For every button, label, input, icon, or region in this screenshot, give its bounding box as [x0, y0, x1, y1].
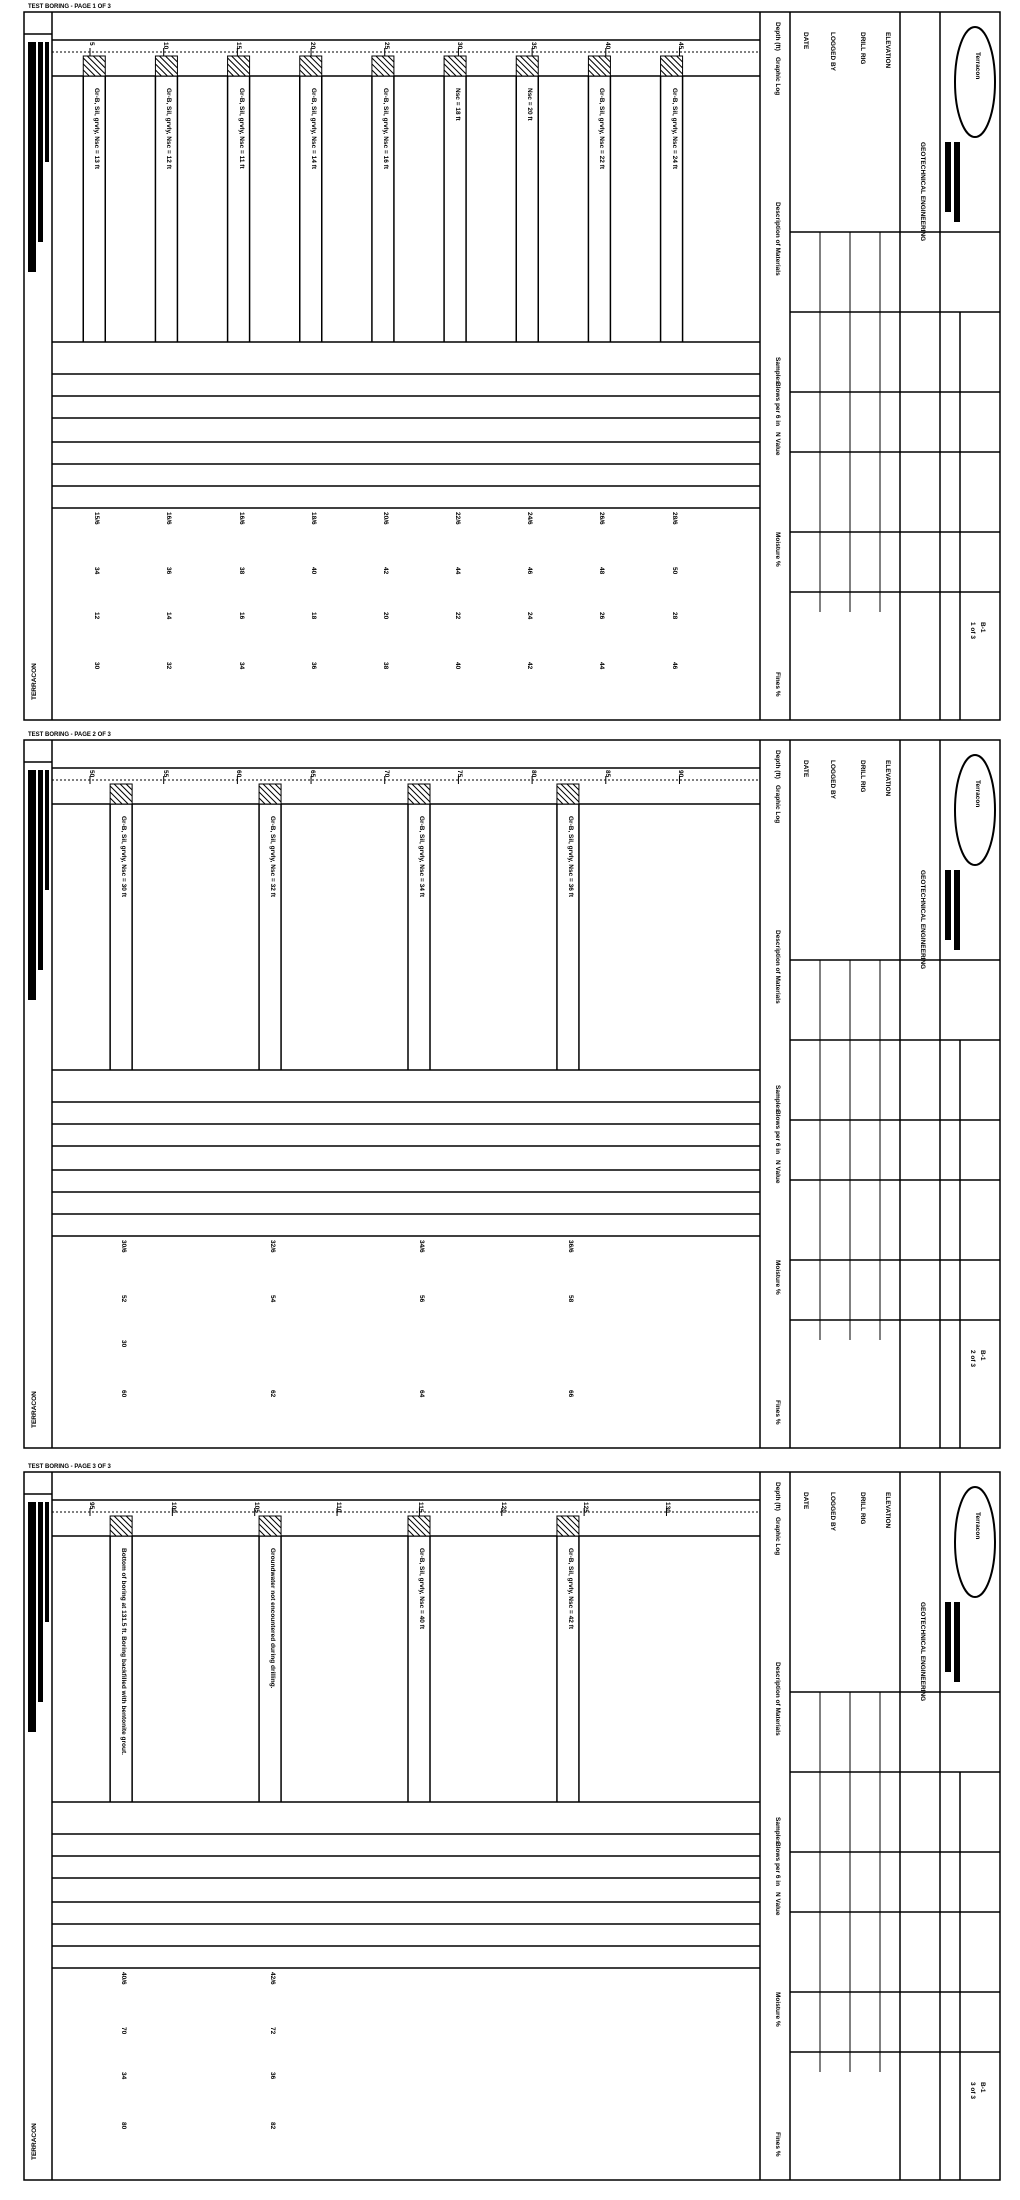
depth-label: 65 [309, 770, 317, 778]
moisture-value: 26 [598, 612, 606, 620]
company-logo [955, 27, 995, 137]
titleblock-logged-by: LOGGED BY [829, 760, 836, 800]
depth-label: 40 [603, 42, 611, 50]
sample-description: Nsc = 20 ft [526, 88, 534, 121]
sample-description: Gr-B, Sil, grvly, Nsc = 16 ft [381, 88, 389, 169]
sample-graphic-hatch [557, 1516, 579, 1536]
blow-count: 30/6 [120, 1240, 128, 1253]
depth-label: 75 [456, 770, 464, 778]
sample-description: Gr-B, Sil, grvly, Nsc = 42 ft [566, 1548, 574, 1629]
sample-description: Gr-B, Sil, grvly, Nsc = 40 ft [418, 1548, 425, 1629]
sample-description: Gr-B, Sil, grvly, Nsc = 36 ft [566, 816, 574, 897]
column-header-n-value: N Value [774, 432, 781, 456]
column-header-description: Description of Materials [774, 202, 781, 276]
fines-value: 80 [120, 2122, 128, 2130]
blow-count: 15/6 [93, 512, 101, 525]
sheet-caption: TEST BORING - PAGE 3 OF 3 [28, 1464, 111, 1470]
blow-count: 42/6 [269, 1972, 277, 1985]
depth-label: 130 [664, 1502, 672, 1513]
depth-label: 25 [382, 42, 390, 50]
column-header-depth: Depth (ft) [774, 22, 781, 51]
page-label: 3 of 3 [969, 2082, 976, 2099]
sample-graphic-hatch [228, 56, 250, 76]
blow-count: 22/6 [454, 512, 462, 525]
titleblock-elevation: ELEVATION [884, 1492, 891, 1529]
column-header-blows: Blows per 6 in [774, 1110, 781, 1155]
depth-label: 70 [382, 770, 390, 778]
moisture-value: 22 [454, 612, 462, 620]
n-value: 36 [165, 567, 173, 575]
blow-count: 18/6 [309, 512, 317, 525]
sample-graphic-hatch [300, 56, 322, 76]
column-header-blows: Blows per 6 in [774, 1842, 781, 1887]
fines-value: 38 [381, 662, 389, 670]
moisture-value: 24 [526, 612, 534, 620]
project-number: TERRACON [31, 1391, 38, 1428]
depth-label: 30 [456, 42, 464, 50]
depth-label: 125 [582, 1502, 590, 1513]
moisture-value: 18 [309, 612, 317, 620]
sample-graphic-hatch [408, 1516, 430, 1536]
depth-label: 45 [677, 42, 685, 50]
sheet-frame [24, 12, 1000, 720]
column-header-fines: Fines % [774, 1400, 781, 1425]
moisture-value: 12 [93, 612, 101, 620]
company-logo-text: Terracon [974, 1512, 981, 1540]
depth-label: 20 [309, 42, 317, 50]
titleblock-company: GEOTECHNICAL ENGINEERING [919, 1602, 926, 1702]
sample-description: Gr-B, Sil, grvly, Nsc = 34 ft [418, 816, 425, 897]
column-header-depth: Depth (ft) [774, 1482, 781, 1511]
titleblock-date: DATE [802, 1492, 809, 1510]
blow-count: 24/6 [526, 512, 534, 525]
moisture-value: 16 [237, 612, 245, 620]
blow-count: 16/6 [237, 512, 245, 525]
n-value: 58 [566, 1295, 574, 1303]
n-value: 34 [93, 567, 101, 575]
column-header-samples: Samples [774, 357, 781, 384]
boring-number: B-1 [979, 1350, 986, 1361]
column-header-graphic: Graphic Log [774, 57, 781, 96]
titleblock-drill-rig: DRILL RIG [859, 32, 866, 65]
sheet-frame [24, 1472, 1000, 2180]
company-logo [955, 1487, 995, 1597]
company-logo-text: Terracon [974, 780, 981, 808]
depth-label: 10 [161, 42, 169, 50]
boring-number: B-1 [979, 2082, 986, 2093]
column-header-depth: Depth (ft) [774, 750, 781, 779]
n-value: 40 [309, 567, 317, 575]
fines-value: 30 [93, 662, 101, 670]
sample-description: Gr-B, Sil, grvly, Nsc = 22 ft [598, 88, 606, 169]
depth-label: 105 [252, 1502, 260, 1513]
sample-description: Gr-B, Sil, grvly, Nsc = 14 ft [309, 88, 317, 169]
sample-description: Gr-B, Sil, grvly, Nsc = 30 ft [120, 816, 128, 897]
blow-count: 16/6 [165, 512, 173, 525]
company-logo [955, 755, 995, 865]
fines-value: 40 [454, 662, 462, 670]
sample-graphic-hatch [661, 56, 683, 76]
n-value: 54 [269, 1295, 277, 1303]
column-header-moisture: Moisture % [774, 1992, 781, 2027]
depth-label: 55 [161, 770, 169, 778]
fines-value: 82 [269, 2122, 277, 2130]
column-header-n-value: N Value [774, 1160, 781, 1184]
column-header-samples: Samples [774, 1817, 781, 1844]
project-number: TERRACON [31, 663, 38, 700]
column-header-fines: Fines % [774, 2132, 781, 2157]
sample-graphic-hatch [110, 1516, 132, 1536]
sample-graphic-hatch [372, 56, 394, 76]
sample-graphic-hatch [83, 56, 105, 76]
depth-label: 115 [417, 1502, 425, 1513]
depth-label: 35 [530, 42, 538, 50]
sample-graphic-hatch [408, 784, 430, 804]
sheet-frame [24, 740, 1000, 1448]
column-header-fines: Fines % [774, 672, 781, 697]
sample-graphic-hatch [444, 56, 466, 76]
sample-graphic-hatch [516, 56, 538, 76]
titleblock-elevation: ELEVATION [884, 32, 891, 69]
n-value: 48 [598, 567, 606, 575]
moisture-value: 28 [670, 612, 678, 620]
company-logo-text: Terracon [974, 52, 981, 80]
n-value: 52 [120, 1295, 128, 1303]
blow-count: 28/6 [670, 512, 678, 525]
depth-label: 80 [530, 770, 538, 778]
depth-label: 110 [335, 1502, 343, 1513]
depth-label: 120 [499, 1502, 507, 1513]
titleblock-drill-rig: DRILL RIG [859, 1492, 866, 1525]
fines-value: 36 [309, 662, 317, 670]
moisture-value: 14 [165, 612, 173, 620]
titleblock-date: DATE [802, 760, 809, 778]
fines-value: 60 [120, 1390, 128, 1398]
sheet-caption: TEST BORING - PAGE 1 OF 3 [28, 4, 111, 10]
column-header-n-value: N Value [774, 1892, 781, 1916]
depth-label: 85 [603, 770, 611, 778]
fines-value: 64 [418, 1390, 425, 1398]
column-header-moisture: Moisture % [774, 532, 781, 567]
sample-graphic-hatch [588, 56, 610, 76]
depth-label: 90 [677, 770, 685, 778]
blow-count: 40/6 [120, 1972, 128, 1985]
sample-graphic-hatch [155, 56, 177, 76]
blow-count: 26/6 [598, 512, 606, 525]
column-header-description: Description of Materials [774, 1662, 781, 1736]
column-header-description: Description of Materials [774, 930, 781, 1004]
sample-graphic-hatch [110, 784, 132, 804]
boring-number: B-1 [979, 622, 986, 633]
column-header-graphic: Graphic Log [774, 1517, 781, 1556]
fines-value: 32 [165, 662, 173, 670]
sample-description: Gr-B, Sil, grvly, Nsc = 24 ft [670, 88, 678, 169]
blow-count: 34/6 [418, 1240, 425, 1253]
titleblock-logged-by: LOGGED BY [829, 32, 836, 72]
n-value: 72 [269, 2027, 277, 2035]
depth-label: 50 [88, 770, 95, 778]
blow-count: 36/6 [566, 1240, 574, 1253]
fines-value: 34 [237, 662, 245, 670]
titleblock-drill-rig: DRILL RIG [859, 760, 866, 793]
moisture-value: 30 [120, 1340, 128, 1348]
sample-graphic-hatch [259, 1516, 281, 1536]
sample-description: Gr-B, Sil, grvly, Nsc = 11 ft [237, 88, 245, 169]
sample-graphic-hatch [557, 784, 579, 804]
n-value: 46 [526, 567, 534, 575]
titleblock-company: GEOTECHNICAL ENGINEERING [919, 142, 926, 242]
moisture-value: 34 [120, 2072, 128, 2080]
titleblock-elevation: ELEVATION [884, 760, 891, 797]
sample-description: Bottom of boring at 131.5 ft. Boring backfilled with bentonite grout. [120, 1548, 128, 1755]
depth-label: 60 [235, 770, 243, 778]
n-value: 38 [237, 567, 245, 575]
n-value: 50 [670, 567, 678, 575]
n-value: 44 [454, 567, 462, 575]
project-number: TERRACON [31, 2123, 38, 2160]
fines-value: 46 [670, 662, 678, 670]
n-value: 42 [381, 567, 389, 575]
column-header-samples: Samples [774, 1085, 781, 1112]
fines-value: 66 [566, 1390, 574, 1398]
column-header-graphic: Graphic Log [774, 785, 781, 824]
page-label: 1 of 3 [969, 622, 976, 639]
titleblock-date: DATE [802, 32, 809, 50]
fines-value: 42 [526, 662, 534, 670]
sheet-caption: TEST BORING - PAGE 2 OF 3 [28, 732, 111, 738]
fines-value: 62 [269, 1390, 277, 1398]
n-value: 56 [418, 1295, 425, 1303]
titleblock-company: GEOTECHNICAL ENGINEERING [919, 870, 926, 970]
moisture-value: 36 [269, 2072, 277, 2080]
depth-label: 95 [88, 1502, 95, 1510]
blow-count: 20/6 [381, 512, 389, 525]
page-label: 2 of 3 [969, 1350, 976, 1367]
depth-label: 15 [235, 42, 243, 50]
n-value: 70 [120, 2027, 128, 2035]
sample-description: Groundwater not encountered during drilling. [269, 1548, 277, 1689]
column-header-moisture: Moisture % [774, 1260, 781, 1295]
column-header-blows: Blows per 6 in [774, 382, 781, 427]
moisture-value: 20 [381, 612, 389, 620]
sample-description: Nsc = 18 ft [454, 88, 462, 121]
sample-description: Gr-B, Sil, grvly, Nsc = 13 ft [93, 88, 101, 169]
sample-description: Gr-B, Sil, grvly, Nsc = 32 ft [269, 816, 277, 897]
depth-label: 5 [88, 42, 95, 46]
depth-label: 100 [170, 1502, 178, 1513]
sample-graphic-hatch [259, 784, 281, 804]
blow-count: 32/6 [269, 1240, 277, 1253]
sample-description: Gr-B, Sil, grvly, Nsc = 12 ft [165, 88, 173, 169]
fines-value: 44 [598, 662, 606, 670]
titleblock-logged-by: LOGGED BY [829, 1492, 836, 1532]
